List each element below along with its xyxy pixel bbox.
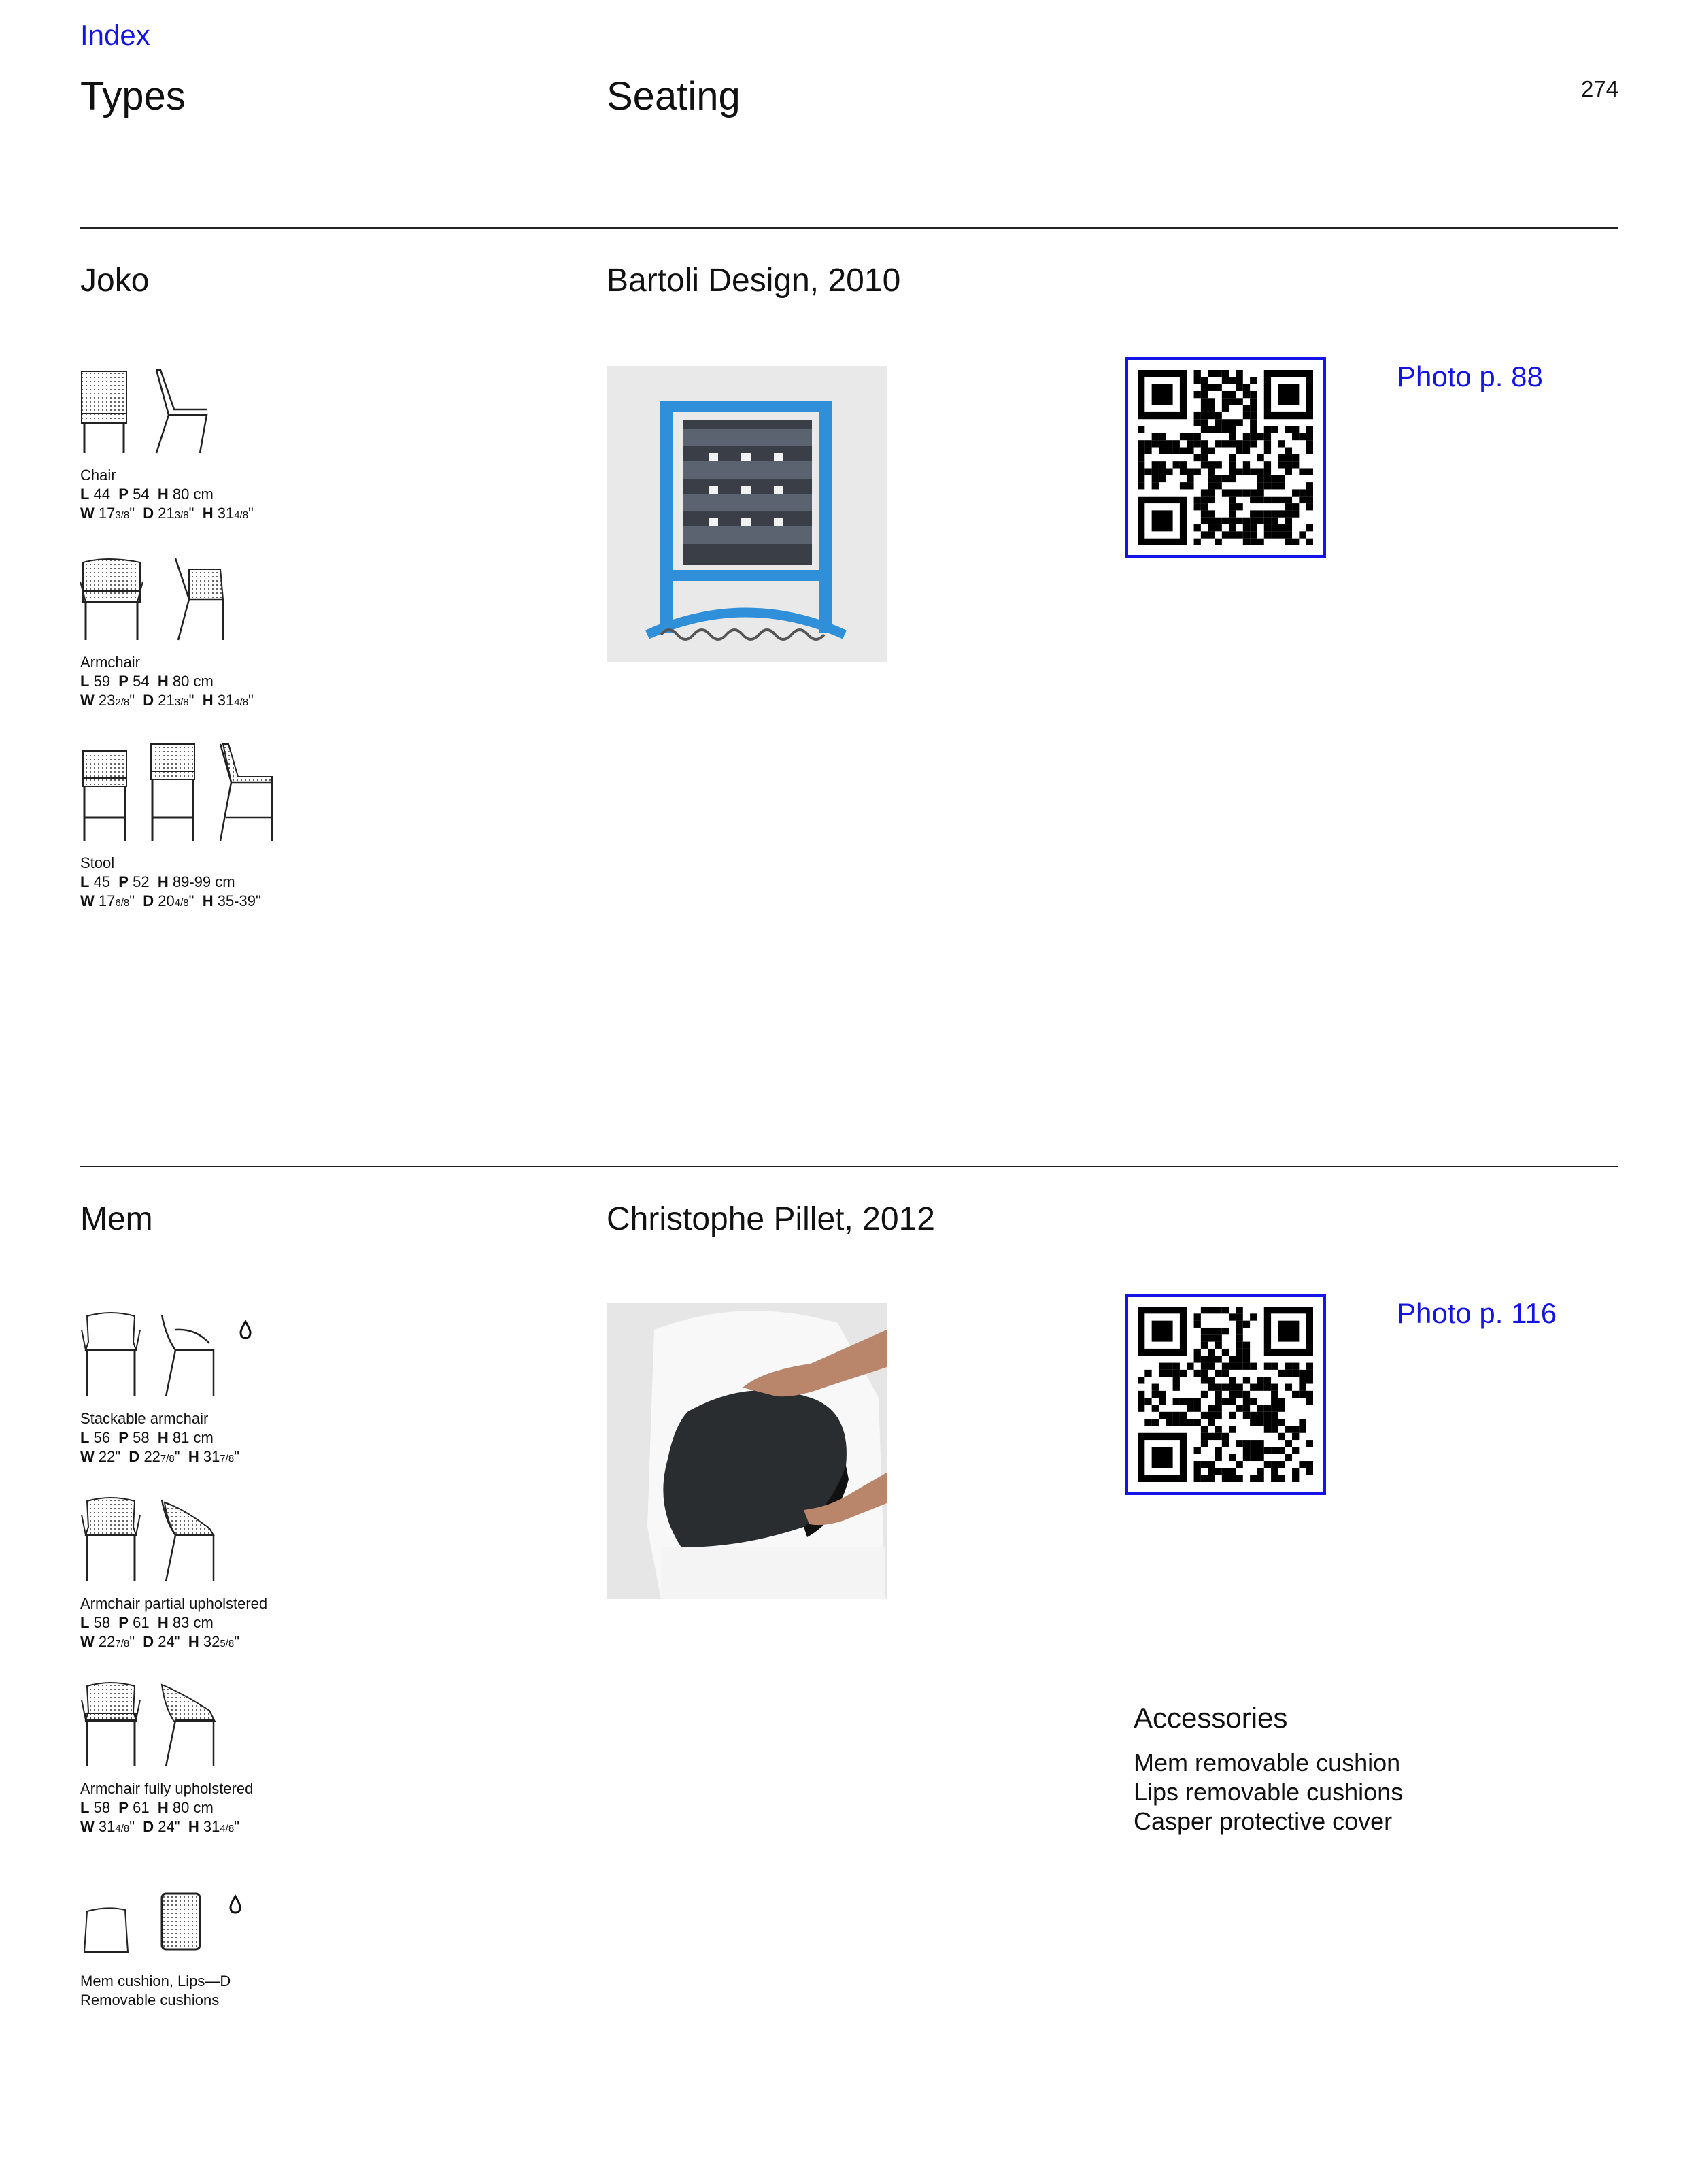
section-divider bbox=[80, 227, 1618, 229]
product-name: Joko bbox=[80, 263, 150, 299]
water-drop-icon bbox=[241, 1322, 250, 1338]
category-title: Seating bbox=[607, 74, 741, 118]
product-photo-mem bbox=[607, 1303, 887, 1599]
accessory-item: Lips removable cushions bbox=[1134, 1778, 1404, 1806]
imperial-dimensions: W 173/8" D 213/8" H 314/8" bbox=[80, 505, 254, 522]
imperial-dimensions: W 227/8" D 24" H 325/8" bbox=[80, 1633, 239, 1650]
metric-dimensions: L 45 P 52 H 89-99 cm bbox=[80, 873, 235, 890]
armchair-fully-drawing-icon bbox=[80, 1679, 243, 1769]
stackable-armchair-drawing-icon bbox=[80, 1309, 271, 1399]
variant-stool bbox=[80, 741, 461, 913]
product-designer: Christophe Pillet, 2012 bbox=[607, 1201, 935, 1237]
water-drop-icon bbox=[231, 1896, 240, 1913]
chair-drawing-icon bbox=[80, 367, 230, 456]
page-number: 274 bbox=[1580, 76, 1618, 101]
mem-cushion-photo bbox=[607, 1303, 887, 1599]
armchair-drawing-icon bbox=[80, 554, 243, 643]
section-title: Types bbox=[80, 74, 186, 118]
armchair-partial-drawing-icon bbox=[80, 1494, 243, 1584]
stool-drawing-icon bbox=[80, 741, 298, 843]
cushion-note-line: Mem cushion, Lips—D bbox=[80, 1972, 231, 1989]
product-designer: Bartoli Design, 2010 bbox=[607, 263, 901, 299]
imperial-dimensions: W 22" D 227/8" H 317/8" bbox=[80, 1448, 239, 1465]
metric-dimensions: L 59 P 54 H 80 cm bbox=[80, 673, 214, 690]
metric-dimensions: L 58 P 61 H 83 cm bbox=[80, 1614, 214, 1631]
product-name: Mem bbox=[80, 1201, 153, 1237]
variant-armchair-partial-upholstered bbox=[80, 1494, 461, 1653]
variant-title: Armchair fully upholstered bbox=[80, 1780, 254, 1797]
imperial-dimensions: W 176/8" D 204/8" H 35-39" bbox=[80, 892, 261, 909]
qr-code-joko[interactable] bbox=[1125, 357, 1326, 558]
qr-code-mem[interactable] bbox=[1125, 1294, 1326, 1495]
qr-code-icon bbox=[1138, 1307, 1313, 1482]
variant-chair bbox=[80, 367, 461, 525]
variant-cushions bbox=[80, 1891, 461, 2010]
cushion-note-line: Removable cushions bbox=[80, 1992, 220, 2009]
metric-dimensions: L 58 P 61 H 80 cm bbox=[80, 1799, 214, 1816]
variant-armchair bbox=[80, 554, 461, 712]
variant-title: Chair bbox=[80, 467, 116, 484]
photo-page-link[interactable]: Photo p. 116 bbox=[1397, 1297, 1557, 1329]
variant-armchair-fully-upholstered bbox=[80, 1679, 461, 1838]
accessories-title: Accessories bbox=[1134, 1702, 1288, 1734]
imperial-dimensions: W 314/8" D 24" H 314/8" bbox=[80, 1818, 239, 1835]
joko-chair-photo bbox=[607, 366, 887, 662]
variant-title: Armchair partial upholstered bbox=[80, 1595, 268, 1612]
variant-title: Stool bbox=[80, 854, 115, 871]
imperial-dimensions: W 232/8" D 213/8" H 314/8" bbox=[80, 692, 254, 709]
accessory-item: Mem removable cushion bbox=[1134, 1749, 1401, 1777]
cushion-drawing-icon bbox=[80, 1891, 257, 1959]
variant-stackable-armchair bbox=[80, 1309, 461, 1468]
accessories-list bbox=[1134, 1748, 1403, 1836]
metric-dimensions: L 44 P 54 H 80 cm bbox=[80, 486, 214, 503]
variant-title: Armchair bbox=[80, 654, 141, 671]
qr-code-icon bbox=[1138, 370, 1313, 545]
variant-title: Stackable armchair bbox=[80, 1410, 209, 1427]
accessory-item: Casper protective cover bbox=[1134, 1807, 1393, 1835]
section-divider bbox=[80, 1166, 1618, 1167]
photo-page-link[interactable]: Photo p. 88 bbox=[1397, 360, 1543, 392]
metric-dimensions: L 56 P 58 H 81 cm bbox=[80, 1429, 214, 1446]
product-photo-joko bbox=[607, 366, 887, 662]
index-link[interactable]: Index bbox=[80, 19, 150, 51]
